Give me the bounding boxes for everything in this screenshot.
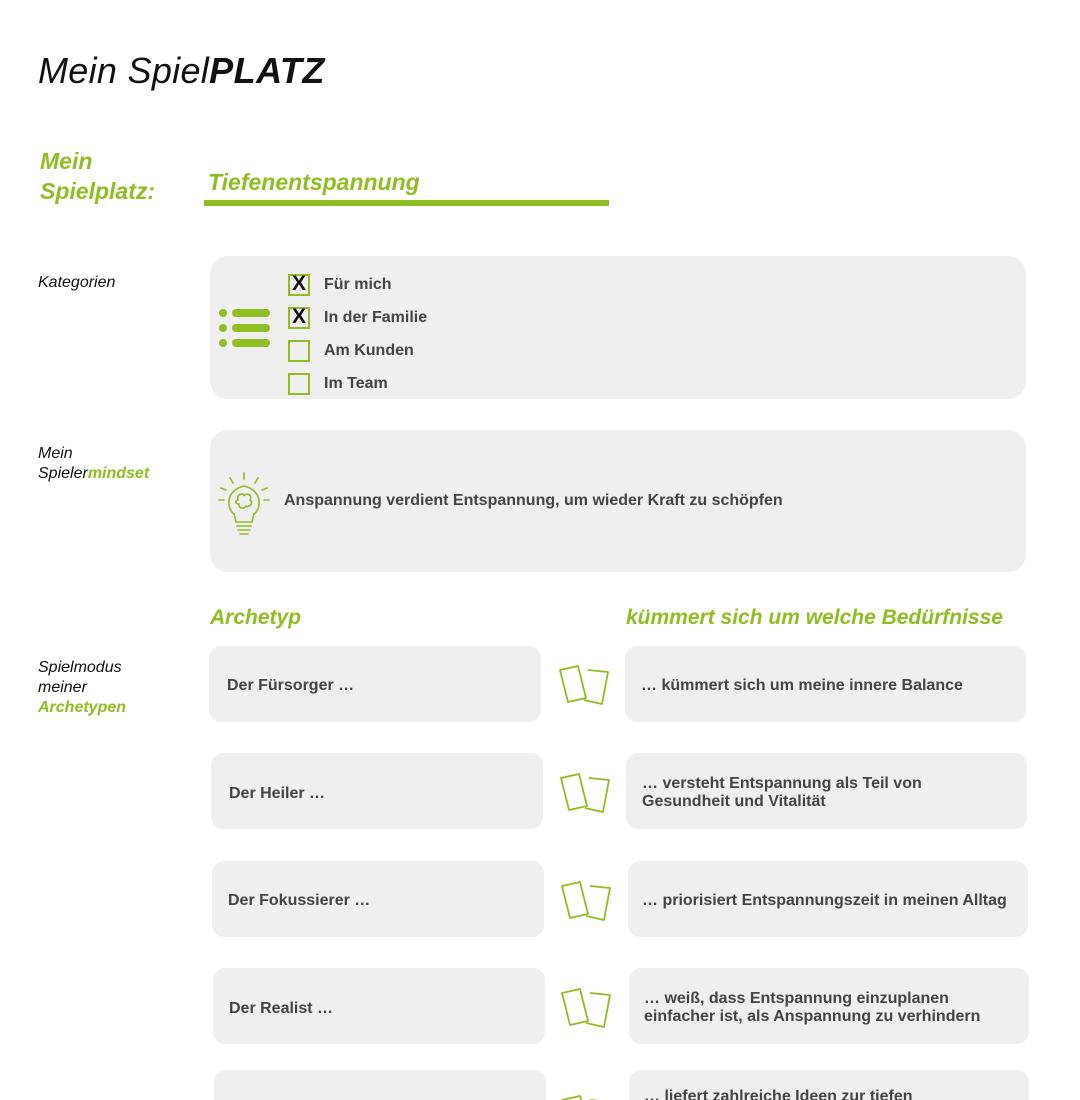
need-text [642,775,922,811]
archetype-box [211,753,543,829]
need-line1: … kümmert sich um meine innere Balance [641,677,963,694]
title-light: Mein Spiel [38,50,210,91]
need-box [628,861,1028,937]
list-icon [218,308,272,350]
category-label: Im Team [324,374,388,392]
check-mark: X [291,271,306,295]
need-line1: … versteht Entspannung als Teil von [642,775,922,792]
need-text [644,1088,913,1100]
archetypes-label-line2: meiner [38,679,87,696]
mindset-label-plain: Spieler [38,465,88,482]
cards-icon [557,772,613,816]
category-label: Für mich [324,275,392,293]
column-header-needs: kümmert sich um welche Bedürfnisse [626,606,1003,629]
archetype-box [212,861,544,937]
category-checkbox[interactable] [288,304,310,329]
category-item-kunden[interactable] [288,334,427,367]
need-line2: Gesundheit und Vitalität [642,793,826,810]
playground-underline [204,200,609,206]
playground-label [40,146,155,206]
archetypes-label-line3: Archetypen [38,699,127,716]
need-text [641,677,963,695]
category-label: Am Kunden [324,341,414,359]
playground-label-line1: Mein [40,148,93,174]
categories-label: Kategorien [38,274,116,291]
check-mark: X [291,304,306,328]
need-box [626,753,1027,829]
archetype-name: Der Heiler … [229,785,326,802]
cards-icon [558,987,614,1031]
category-checkbox[interactable] [288,271,310,296]
need-text [644,990,980,1026]
column-header-archetype: Archetyp [210,606,302,629]
archetype-box [213,968,545,1044]
category-item-team[interactable] [288,367,427,400]
cards-icon [558,1088,614,1100]
archetypes-label-line1: Spielmodus [38,659,122,676]
playground-label-line2: Spielplatz: [40,178,156,204]
archetype-name: Der Fokussierer … [228,892,371,909]
archetypes-label [38,658,126,718]
page-title [38,50,325,92]
category-checkbox[interactable] [288,373,310,395]
category-list [288,268,427,400]
need-box [629,1070,1029,1100]
category-label: In der Familie [324,308,428,326]
need-box [625,646,1026,722]
playground-value: Tiefenentspannung [208,169,420,195]
need-text [642,892,1007,910]
category-checkbox[interactable] [288,340,310,362]
archetype-box [209,646,541,722]
mindset-label [38,444,149,484]
mindset-label-line1: Mein [38,445,73,462]
archetype-name: Der Realist … [229,1000,334,1017]
need-line1: … priorisiert Entspannungszeit in meinen Alltag [642,892,1007,909]
lightbulb-brain-icon [216,470,272,538]
need-line1: … liefert zahlreiche Ideen zur tiefen [644,1088,913,1100]
mindset-label-accent: mindset [87,465,150,482]
archetype-name: Der Fürsorger … [227,677,355,694]
need-line2: einfacher ist, als Anspannung zu verhindern [644,1008,981,1025]
need-line1: … weiß, dass Entspannung einzuplanen [644,990,949,1007]
cards-icon [558,880,614,924]
category-item-fuer-mich[interactable] [288,268,427,301]
mindset-text: Anspannung verdient Entspannung, um wieder Kraft zu schöpfen [284,492,783,509]
archetype-box [214,1070,546,1100]
title-bold: PLATZ [209,50,325,91]
need-box [629,968,1029,1044]
cards-icon [556,664,612,708]
category-item-familie[interactable] [288,301,427,334]
